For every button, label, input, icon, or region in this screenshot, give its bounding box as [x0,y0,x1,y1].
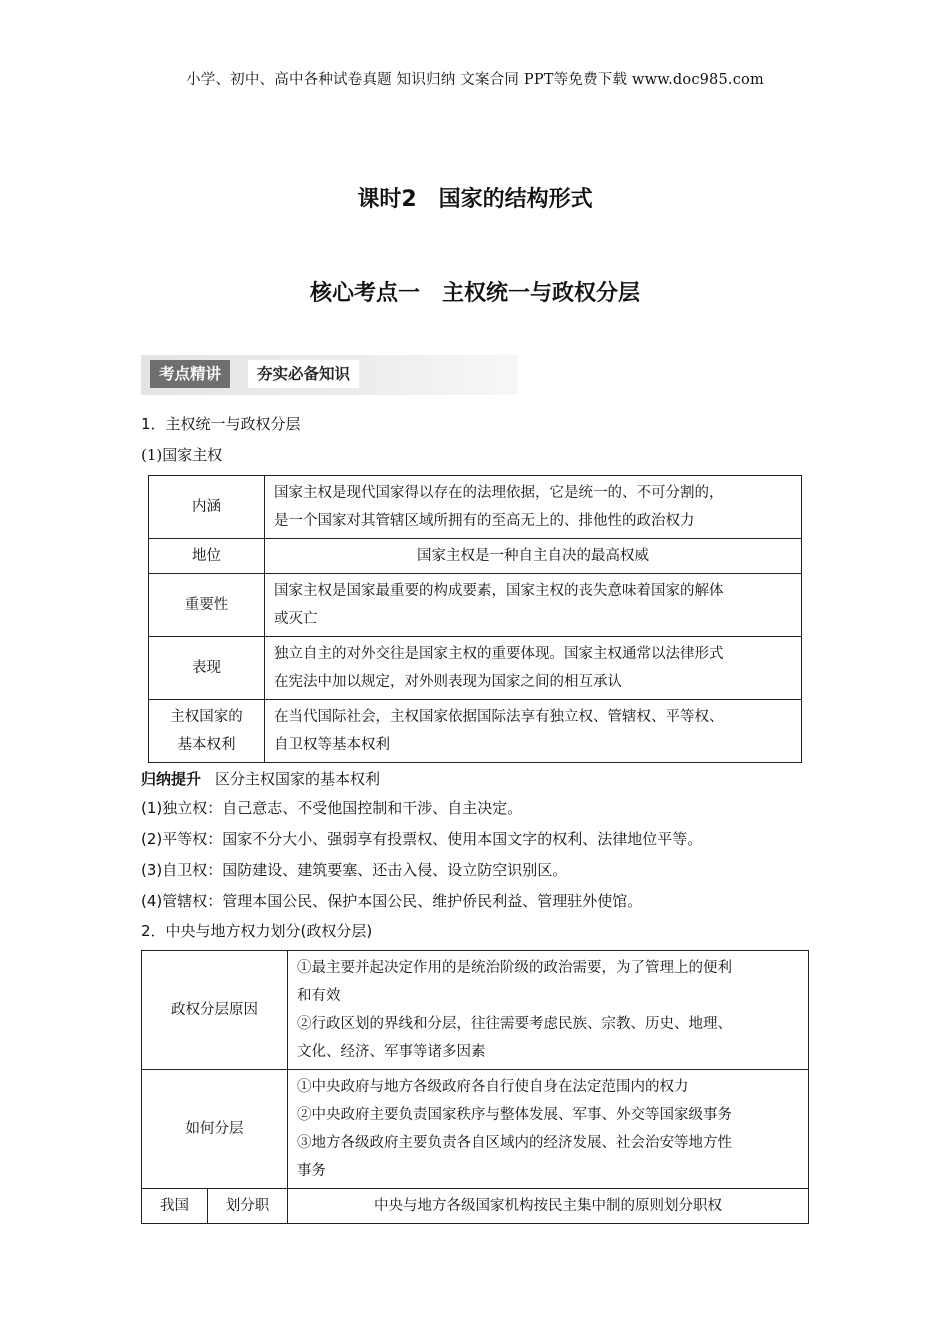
row-label: 如何分层 [142,1070,288,1189]
content-line: 或灭亡 [274,611,318,627]
table-row [149,637,802,700]
table-row [149,476,802,539]
row-label: 我国 [142,1189,208,1224]
row-content [288,1189,809,1224]
sovereignty-table [148,475,802,763]
content-line: ①中央政府与地方各级政府各自行使自身在法定范围内的权力 [297,1079,689,1095]
content-line: ①最主要并起决定作用的是统治阶级的政治需要，为了管理上的便利 [297,960,732,976]
right-desc: ：管理本国公民、保护本国公民、维护侨民利益、管理驻外使馆。 [207,892,643,910]
table-row [142,951,809,1070]
table-row [149,539,802,574]
row-content [288,951,809,1070]
row-content [288,1070,809,1189]
lesson-title: 课时2 国家的结构形式 [357,187,593,212]
row-label: 内涵 [149,476,265,539]
section1-heading: 1．主权统一与政权分层 [141,415,301,433]
summary-label: 归纳提升 [141,770,202,788]
right-term: (4)管辖权 [141,892,208,910]
table-row [149,700,802,763]
content-line: ②行政区划的界线和分层，往往需要考虑民族、宗教、历史、地理、 [297,1016,732,1032]
label-line: 主权国家的 [170,709,243,725]
row-label [149,700,265,763]
row-content [265,700,802,763]
right-term: (1)独立权 [141,799,208,817]
content-line: 国家主权是一种自主自决的最高权威 [417,548,649,564]
content-line: 国家主权是现代国家得以存在的法理依据，它是统一的、不可分割的， [274,485,724,501]
banner-tag: 考点精讲 [150,360,230,388]
content-line: 是一个国家对其管辖区域所拥有的至高无上的、排他性的政治权力 [274,513,695,529]
right-term: (2)平等权 [141,830,208,848]
content-line: 独立自主的对外交往是国家主权的重要体现。国家主权通常以法律形式 [274,646,724,662]
row-label: 重要性 [149,574,265,637]
content-line: ②中央政府主要负责国家秩序与整体发展、军事、外交等国家级事务 [297,1107,732,1123]
content-line: ③地方各级政府主要负责各自区域内的经济发展、社会治安等地方性 [297,1135,732,1151]
summary-item [141,828,702,849]
row-content [265,637,802,700]
core-point-title: 核心考点一 主权统一与政权分层 [309,281,640,306]
row-sublabel: 划分职 [208,1189,288,1224]
row-label: 政权分层原因 [142,951,288,1070]
site-header: 小学、初中、高中各种试卷真题 知识归纳 文案合同 PPT等免费下载 www.doc985.com [186,72,764,88]
section2-heading: 2．中央与地方权力划分(政权分层) [141,922,373,940]
right-desc: ：自己意志、不受他国控制和干涉、自主决定。 [207,799,523,817]
row-label: 表现 [149,637,265,700]
banner-subtitle: 夯实必备知识 [248,360,359,388]
summary-item [141,890,642,911]
summary-heading [141,768,380,789]
row-content [265,574,802,637]
content-line: 中央与地方各级国家机构按民主集中制的原则划分职权 [374,1198,722,1214]
summary-item [141,859,567,880]
table-row [142,1189,809,1224]
summary-item [141,797,522,818]
right-term: (3)自卫权 [141,861,208,879]
section1-subheading: (1)国家主权 [141,446,223,464]
content-line: 在宪法中加以规定，对外则表现为国家之间的相互承认 [274,674,622,690]
content-line: 自卫权等基本权利 [274,737,390,753]
table-row [149,574,802,637]
content-line: 和有效 [297,988,341,1004]
row-content [265,476,802,539]
content-line: 事务 [297,1163,326,1179]
content-line: 在当代国际社会，主权国家依据国际法享有独立权、管辖权、平等权、 [274,709,724,725]
right-desc: ：国家不分大小、强弱享有投票权、使用本国文字的权利、法律地位平等。 [207,830,703,848]
label-line: 基本权利 [177,737,236,753]
section-banner [141,355,518,395]
content-line: 文化、经济、军事等诸多因素 [297,1044,486,1060]
row-label: 地位 [149,539,265,574]
power-division-table [141,950,809,1224]
right-desc: ：国防建设、建筑要塞、还击入侵、设立防空识别区。 [207,861,568,879]
content-line: 国家主权是国家最重要的构成要素，国家主权的丧失意味着国家的解体 [274,583,724,599]
table-row [142,1070,809,1189]
summary-title: 区分主权国家的基本权利 [215,770,381,788]
row-content [265,539,802,574]
